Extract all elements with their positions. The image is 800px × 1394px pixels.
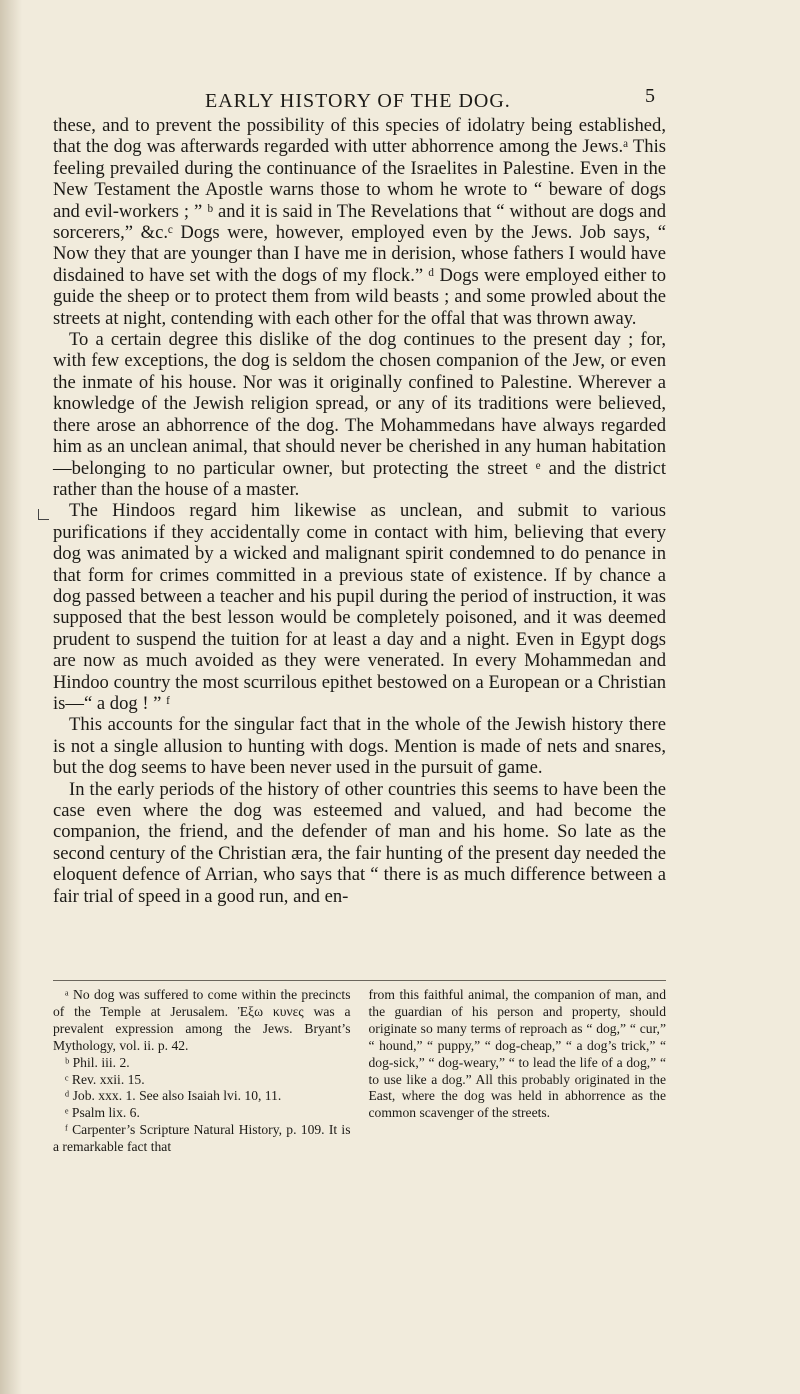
footnote-continuation: from this faithful animal, the companion of man, and the guardian of his person and property, should originate so many terms of reproach as “ dog,” “ cur,” “ hound,” “ puppy,” “ dog-cheap,” “ a dog’s trick,” “ dog-sick,” “ dog-weary,” “ to lead the life of a dog,” “ to use like a dog.” All this probably originated in the East, where the dog was held in abhorrence as the common scavenger of the streets. <box>368 987 666 1121</box>
paragraph: these, and to prevent the possibility of this species of idolatry being established, that the dog was afterwards regarded with utter abhorrence among the Jews.ᵃ This feeling prevailed during the continuance of the Israelites in Palestine. Even in the New Testament the Apostle warns those to whom he wrote to “ beware of dogs and evil-workers ; ” ᵇ and it is said in The Revelations that “ without are dogs and sorcerers,” &c.ᶜ Dogs were, however, employed even by the Jews. Job says, “ Now they that are younger than I have me in derision, whose fathers I would have disdained to have set with the dogs of my flock.” ᵈ Dogs were employed either to guide the sheep or to protect them from wild beasts ; and some prowled about the streets at night, contending with each other for the offal that was thrown away. <box>53 115 666 329</box>
paragraph: The Hindoos regard him likewise as unclean, and submit to various purifications if they accidentally come in contact with him, believing that every dog was animated by a wicked and malignant spirit condemned to do penance in that form for crimes committed in a previous state of existence. If by chance a dog passed between a teacher and his pupil during the period of instruction, it was supposed that the best lesson would be completely poisoned, and it was deemed prudent to suspend the tuition for at least a day and a night. Even in Egypt dogs are now as much avoided as they were venerated. In every Mohammedan and Hindoo country the most scurrilous epithet bestowed on a European or a Christian is—“ a dog ! ” ᶠ <box>53 500 666 714</box>
running-title: EARLY HISTORY OF THE DOG. <box>205 90 511 112</box>
paragraph: This accounts for the singular fact that in the whole of the Jewish history there is not a single allusion to hunting with dogs. Mention is made of nets and snares, but the dog seems to have been never used in the pursuit of game. <box>53 714 666 779</box>
footnotes-left-column <box>53 987 351 1156</box>
footnote-rule <box>53 980 666 981</box>
paragraph: In the early periods of the history of other countries this seems to have been the case even where the dog was esteemed and valued, and had become the companion, the friend, and the defender of man and his home. So late as the second century of the Christian æra, the fair hunting of the present day needed the eloquent defence of Arrian, who says that “ there is as much difference between a fair trial of speed in a good run, and en- <box>53 778 666 907</box>
footnote: ᶠ Carpenter’s Scripture Natural History, p. 109. It is a remarkable fact that <box>53 1122 351 1155</box>
body-text <box>53 115 666 907</box>
footnote: ᶜ Rev. xxii. 15. <box>65 1071 145 1087</box>
footnotes-right-column <box>369 987 667 1156</box>
footnote: ᵃ No dog was suffered to come within the precincts of the Temple at Jerusalem. Ἐξω κυνες was a prevalent expression among the Jews. Bryant’s Mythology, vol. ii. p. 42. <box>53 987 351 1053</box>
footnote: ᵈ Job. xxx. 1. See also Isaiah lvi. 10, 11. <box>65 1088 282 1104</box>
page-gutter-shadow <box>0 0 22 1394</box>
page-number: 5 <box>645 85 656 107</box>
footnotes <box>53 987 666 1156</box>
paragraph: To a certain degree this dislike of the dog continues to the present day ; for, with few exceptions, the dog is seldom the chosen companion of the Jew, or even the inmate of his house. Nor was it originally confined to Palestine. Wherever a knowledge of the Jewish religion spread, or any of its traditions were believed, there arose an abhorrence of the dog. The Mohammedans have always regarded him as an unclean animal, that should never be cherished in any human habitation—belonging to no particular owner, but protecting the street ᵉ and the district rather than the house of a master. <box>53 329 666 500</box>
footnote: ᵉ Psalm lix. 6. <box>65 1105 140 1121</box>
footnote: ᵇ Phil. iii. 2. <box>65 1054 130 1070</box>
margin-pencil-mark <box>38 509 49 520</box>
